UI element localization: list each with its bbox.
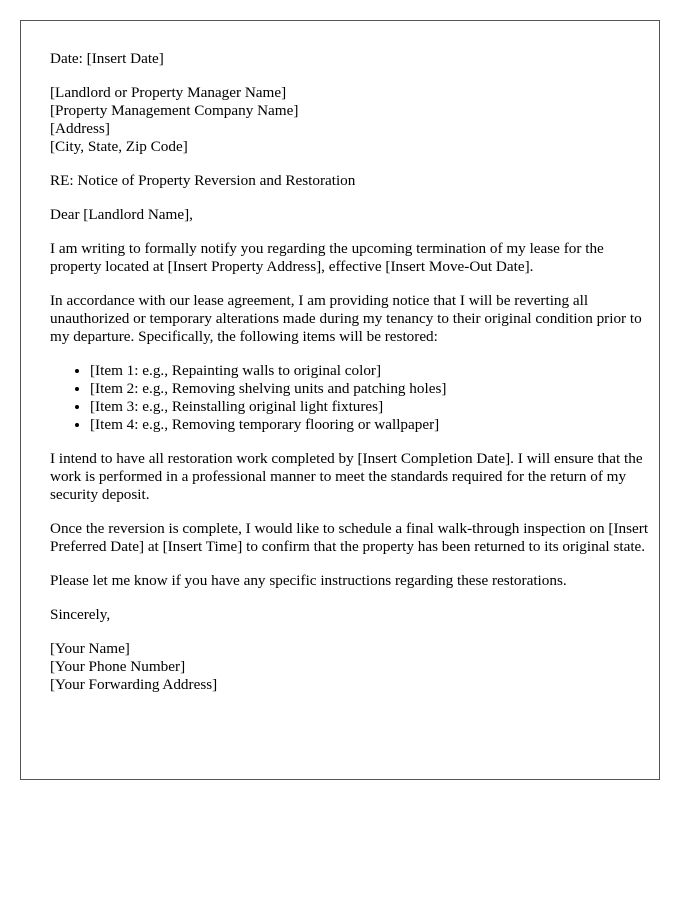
recipient-block — [50, 84, 650, 156]
recipient-name: [Landlord or Property Manager Name] — [50, 84, 287, 101]
signature-block — [50, 640, 650, 694]
signature-forwarding-address: [Your Forwarding Address] — [50, 676, 218, 693]
letter-frame — [20, 20, 660, 780]
restoration-items-list — [50, 362, 650, 434]
list-item: • [Item 1: e.g., Repainting walls to original color] — [90, 362, 650, 380]
recipient-city-state-zip: [City, State, Zip Code] — [50, 138, 188, 155]
recipient-address: [Address] — [50, 120, 110, 137]
letter-body — [50, 50, 650, 710]
paragraph-instructions-request: Please let me know if you have any specific instructions regarding these restorations. — [50, 572, 567, 589]
subject-line: RE: Notice of Property Reversion and Restoration — [50, 172, 356, 189]
closing: Sincerely, — [50, 606, 111, 623]
list-item: • [Item 2: e.g., Removing shelving units and patching holes] — [90, 380, 650, 398]
salutation: Dear [Landlord Name], — [50, 206, 193, 223]
paragraph-reversion-notice: In accordance with our lease agreement, I am providing notice that I will be reverting all unauthorized or temporary alterations made during my tenancy to their original condition prior to my departure. Specifically, the following items will be restored: — [50, 292, 642, 345]
list-item: • [Item 4: e.g., Removing temporary flooring or wallpaper] — [90, 416, 650, 434]
list-item: • [Item 3: e.g., Reinstalling original light fixtures] — [90, 398, 650, 416]
date-line: Date: [Insert Date] — [50, 50, 164, 67]
recipient-company: [Property Management Company Name] — [50, 102, 299, 119]
paragraph-completion-date: I intend to have all restoration work completed by [Insert Completion Date]. I will ensure that the work is performed in a professional manner to meet the standards required for the return of my security deposit. — [50, 450, 643, 503]
signature-phone: [Your Phone Number] — [50, 658, 186, 675]
signature-name: [Your Name] — [50, 640, 130, 657]
paragraph-walkthrough: Once the reversion is complete, I would like to schedule a final walk-through inspection on [Insert Preferred Date] at [Insert Time] to confirm that the property has been returned to its original state. — [50, 520, 649, 555]
paragraph-lease-termination: I am writing to formally notify you regarding the upcoming termination of my lease for the property located at [Insert Property Address], effective [Insert Move-Out Date]. — [50, 240, 604, 275]
